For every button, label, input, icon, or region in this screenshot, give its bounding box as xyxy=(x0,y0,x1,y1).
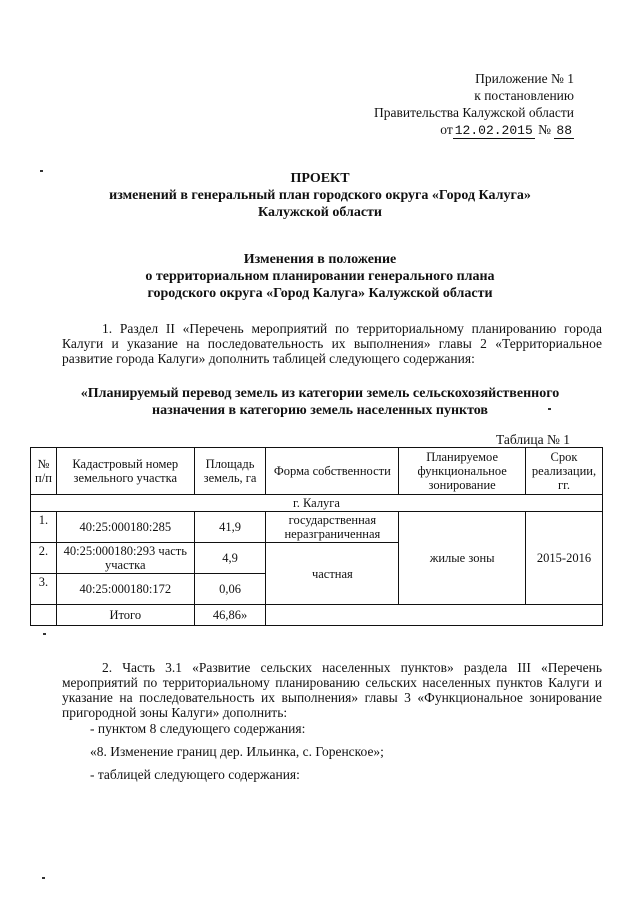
table-row xyxy=(31,512,603,543)
scan-speck xyxy=(43,633,46,635)
header-ownership: Форма собственности xyxy=(266,448,399,495)
table-header-row xyxy=(31,448,603,495)
paragraph-1 xyxy=(62,321,602,366)
appendix-date: 12.02.2015 xyxy=(454,123,533,138)
row-num: 2. xyxy=(31,543,57,574)
scan-speck xyxy=(548,408,551,410)
row-area: 0,06 xyxy=(194,574,266,605)
table-title-line1: «Планируемый перевод земель из категории земель сельскохозяйственного xyxy=(80,386,560,401)
zoning-cell: жилые зоны xyxy=(399,512,526,605)
list-item: - таблицей следующего содержания: xyxy=(90,767,300,782)
title-word: ПРОЕКТ xyxy=(290,171,350,186)
appendix-header xyxy=(374,70,574,139)
row-ownership: частная xyxy=(266,543,399,605)
appendix-line3: Правительства Калужской области xyxy=(373,105,574,120)
document-title xyxy=(0,170,640,221)
header-period: Срок реализации, гг. xyxy=(526,448,603,495)
row-cadastre: 40:25:000180:293 часть участка xyxy=(56,543,194,574)
paragraph-1-text: 1. Раздел II «Перечень мероприятий по территориальному планированию города Калуги и указание на последовательность их выполнения» главы 2 «Территориальное развитие города Калуги» дополнить таблицей следующего содержания: xyxy=(62,321,602,366)
subtitle-line1: Изменения в положение xyxy=(243,252,397,267)
scan-speck xyxy=(42,877,45,879)
list-item: - пунктом 8 следующего содержания: xyxy=(90,721,306,736)
row-cadastre: 40:25:000180:172 xyxy=(56,574,194,605)
title-line2: изменений в генеральный план городского округа «Город Калуга» xyxy=(109,188,531,203)
row-num: 1. xyxy=(31,512,57,543)
table-label: Таблица № 1 xyxy=(496,432,570,447)
subtitle-line2: о территориальном планировании генерального плана xyxy=(145,269,495,284)
appendix-line1: Приложение № 1 xyxy=(475,71,574,86)
date-prefix: от xyxy=(440,122,453,137)
total-label: Итого xyxy=(56,605,194,626)
subtitle-line3: городского округа «Город Калуга» Калужской области xyxy=(147,286,493,301)
number-label: № xyxy=(538,122,552,137)
land-table xyxy=(30,447,603,626)
table-group-row xyxy=(31,495,603,512)
table-title xyxy=(0,385,640,419)
scan-speck xyxy=(40,170,43,172)
row-area: 41,9 xyxy=(194,512,266,543)
row-num: 3. xyxy=(31,574,57,605)
paragraph-2-text: 2. Часть 3.1 «Развитие сельских населенных пунктов» раздела III «Перечень мероприятий по территориальному планированию сельских населенных пунктов Калуги и указание на последовательность их выполнения» главы 3 «Функциональное зонирование пригородной зоны Калуги» дополнить: xyxy=(62,660,602,720)
group-label: г. Калуга xyxy=(31,495,603,512)
title-line3: Калужской области xyxy=(258,205,382,220)
row-ownership: государственная неразграниченная xyxy=(266,512,399,543)
appendix-number: 88 xyxy=(556,123,572,138)
header-num: № п/п xyxy=(31,448,57,495)
list-item: «8. Изменение границ дер. Ильинка, с. Горенское»; xyxy=(90,744,384,759)
row-cadastre: 40:25:000180:285 xyxy=(56,512,194,543)
header-cadastre: Кадастровый номер земельного участка xyxy=(56,448,194,495)
row-area: 4,9 xyxy=(194,543,266,574)
appendix-line2: к постановлению xyxy=(474,88,574,103)
period-cell: 2015-2016 xyxy=(526,512,603,605)
document-subtitle xyxy=(0,251,640,302)
table-title-line2: назначения в категорию земель населенных пунктов xyxy=(152,403,488,418)
header-zoning: Планируемое функциональное зонирование xyxy=(399,448,526,495)
table-total-row xyxy=(31,605,603,626)
header-area: Площадь земель, га xyxy=(194,448,266,495)
total-value: 46,86» xyxy=(194,605,266,626)
paragraph-2 xyxy=(62,660,602,720)
appendix-date-line xyxy=(374,121,574,139)
